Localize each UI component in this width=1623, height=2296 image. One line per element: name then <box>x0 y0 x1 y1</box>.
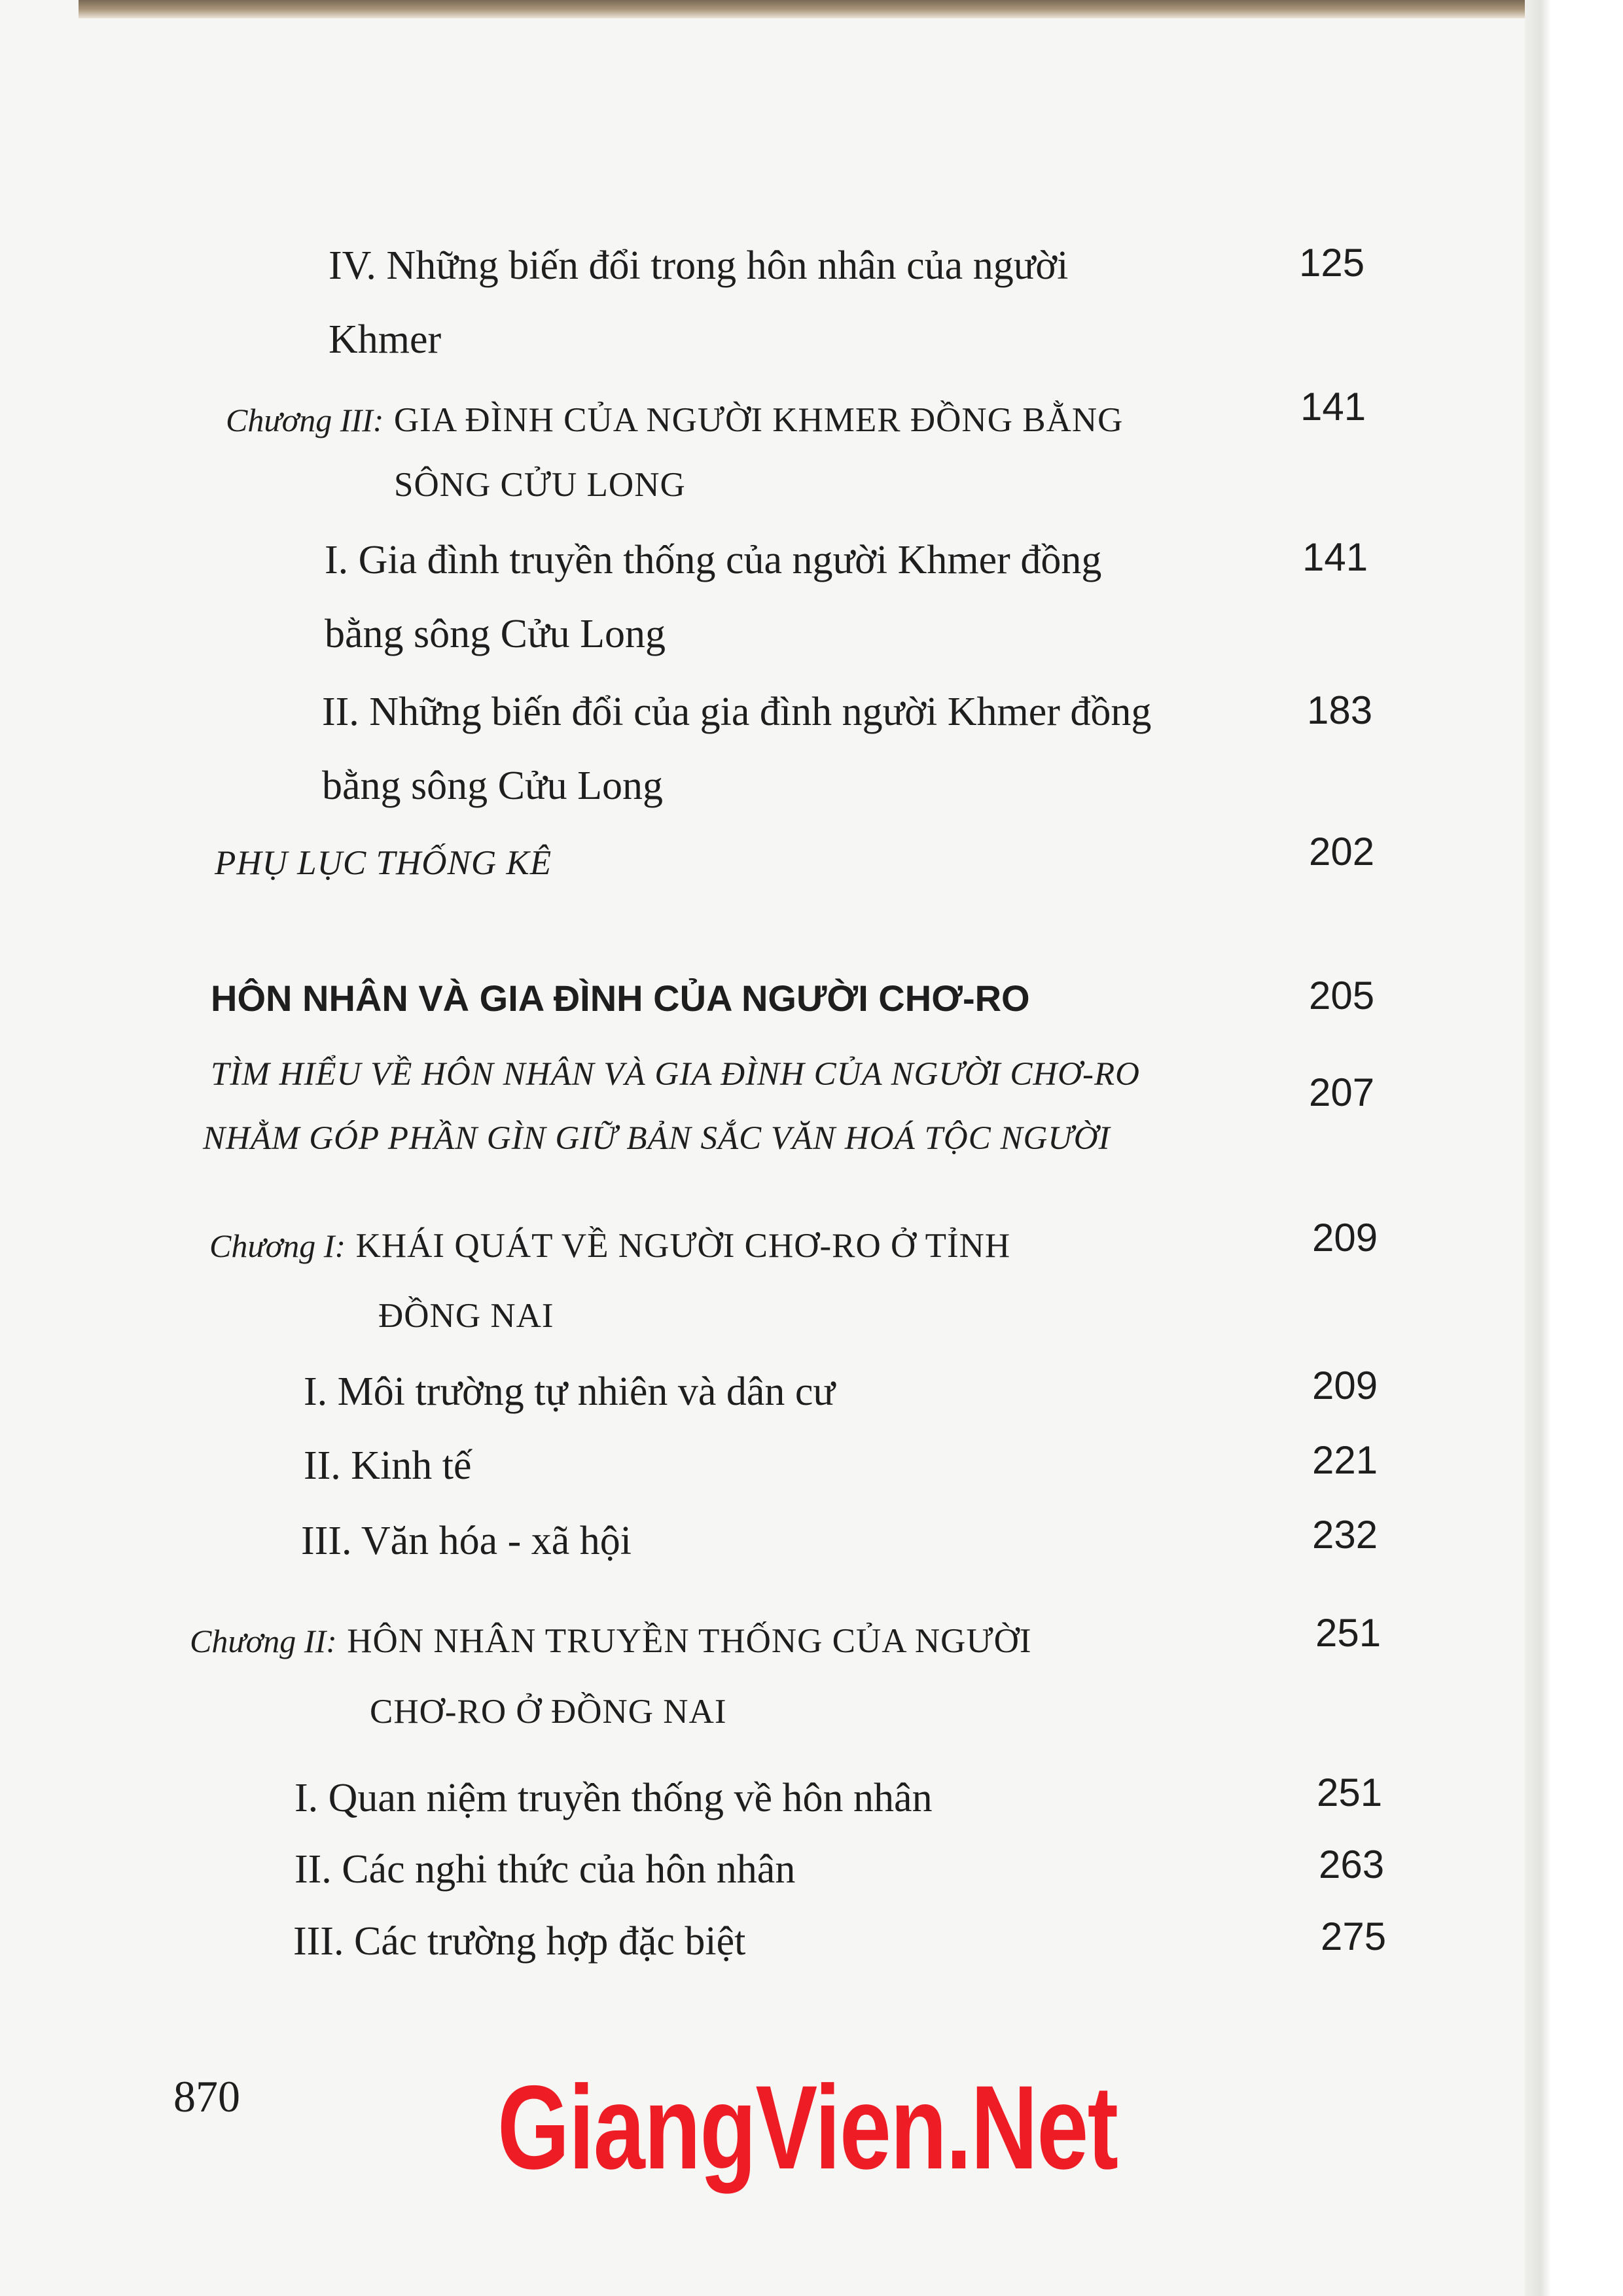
toc-entry-title-line1: II. Những biến đổi của gia đình người Khmer đồng <box>322 690 1152 734</box>
toc-page-number: 141 <box>1302 535 1368 579</box>
part-title: HÔN NHÂN VÀ GIA ĐÌNH CỦA NGƯỜI CHƠ-RO <box>211 978 1030 1019</box>
intro-heading-line2: NHẰM GÓP PHẦN GÌN GIỮ BẢN SẮC VĂN HOÁ TỘC NGƯỜI <box>203 1120 1111 1157</box>
toc-section: II. Kinh tế <box>304 1443 472 1488</box>
page-number: 870 <box>173 2072 240 2121</box>
chapter-title-line2: CHƠ-RO Ở ĐỒNG NAI <box>370 1693 727 1731</box>
chapter-label: Chương II: <box>190 1623 337 1659</box>
toc-page-number: 205 <box>1309 974 1375 1017</box>
toc-entry-title-line1 <box>329 245 1225 286</box>
chapter-title-line2: ĐỒNG NAI <box>378 1297 554 1335</box>
page-binding-shadow <box>1525 0 1551 2296</box>
chapter-label: Chương III: <box>226 402 384 438</box>
toc-page-number: 251 <box>1315 1611 1382 1655</box>
page-top-edge <box>79 0 1538 18</box>
chapter-heading <box>209 1224 1010 1264</box>
intro-heading-line1: TÌM HIỂU VỀ HÔN NHÂN VÀ GIA ĐÌNH CỦA NGƯỜI CHƠ-RO <box>211 1056 1140 1093</box>
toc-entry-title-line1: I. Gia đình truyền thống của người Khmer đồng <box>325 538 1102 582</box>
toc-entry-title-line2: Khmer <box>329 317 442 362</box>
chapter-heading <box>190 1619 1032 1659</box>
watermark-logo: GiangVien.Net <box>497 2060 1118 2194</box>
chapter-label: Chương I: <box>209 1227 346 1264</box>
toc-page-number: 202 <box>1309 830 1375 874</box>
toc-section: I. Môi trường tự nhiên và dân cư <box>304 1369 835 1414</box>
toc-page-number: 275 <box>1321 1915 1387 1958</box>
chapter-title: KHÁI QUÁT VỀ NGƯỜI CHƠ-RO Ở TỈNH <box>355 1227 1011 1265</box>
toc-page-number: 221 <box>1312 1438 1378 1482</box>
toc-page-number: 207 <box>1309 1070 1375 1114</box>
toc-entry-title-line2: bằng sông Cửu Long <box>325 612 666 656</box>
chapter-heading <box>226 398 1123 438</box>
chapter-title: HÔN NHÂN TRUYỀN THỐNG CỦA NGƯỜI <box>347 1622 1032 1660</box>
chapter-title-line2: SÔNG CỬU LONG <box>394 466 686 504</box>
toc-page-number: 183 <box>1307 688 1373 732</box>
toc-section: I. Quan niệm truyền thống về hôn nhân <box>294 1776 933 1820</box>
toc-page-number: 141 <box>1300 385 1366 429</box>
toc-page-number: 251 <box>1317 1771 1383 1814</box>
chapter-title: GIA ĐÌNH CỦA NGƯỜI KHMER ĐỒNG BẰNG <box>393 401 1124 439</box>
toc-entry-text: IV. Những biến đổi trong hôn nhân của người <box>329 243 1069 288</box>
toc-entry-title-line2: bằng sông Cửu Long <box>322 764 663 808</box>
toc-page-number: 209 <box>1312 1216 1378 1260</box>
toc-page-number: 125 <box>1299 241 1365 285</box>
toc-page-number: 232 <box>1312 1513 1378 1557</box>
toc-section: III. Văn hóa - xã hội <box>301 1519 632 1563</box>
toc-section: II. Các nghi thức của hôn nhân <box>294 1847 796 1892</box>
appendix-heading: PHỤ LỤC THỐNG KÊ <box>215 844 552 882</box>
toc-page-number: 263 <box>1319 1843 1385 1886</box>
toc-page-number: 209 <box>1312 1364 1378 1407</box>
toc-section: III. Các trường hợp đặc biệt <box>293 1919 746 1964</box>
